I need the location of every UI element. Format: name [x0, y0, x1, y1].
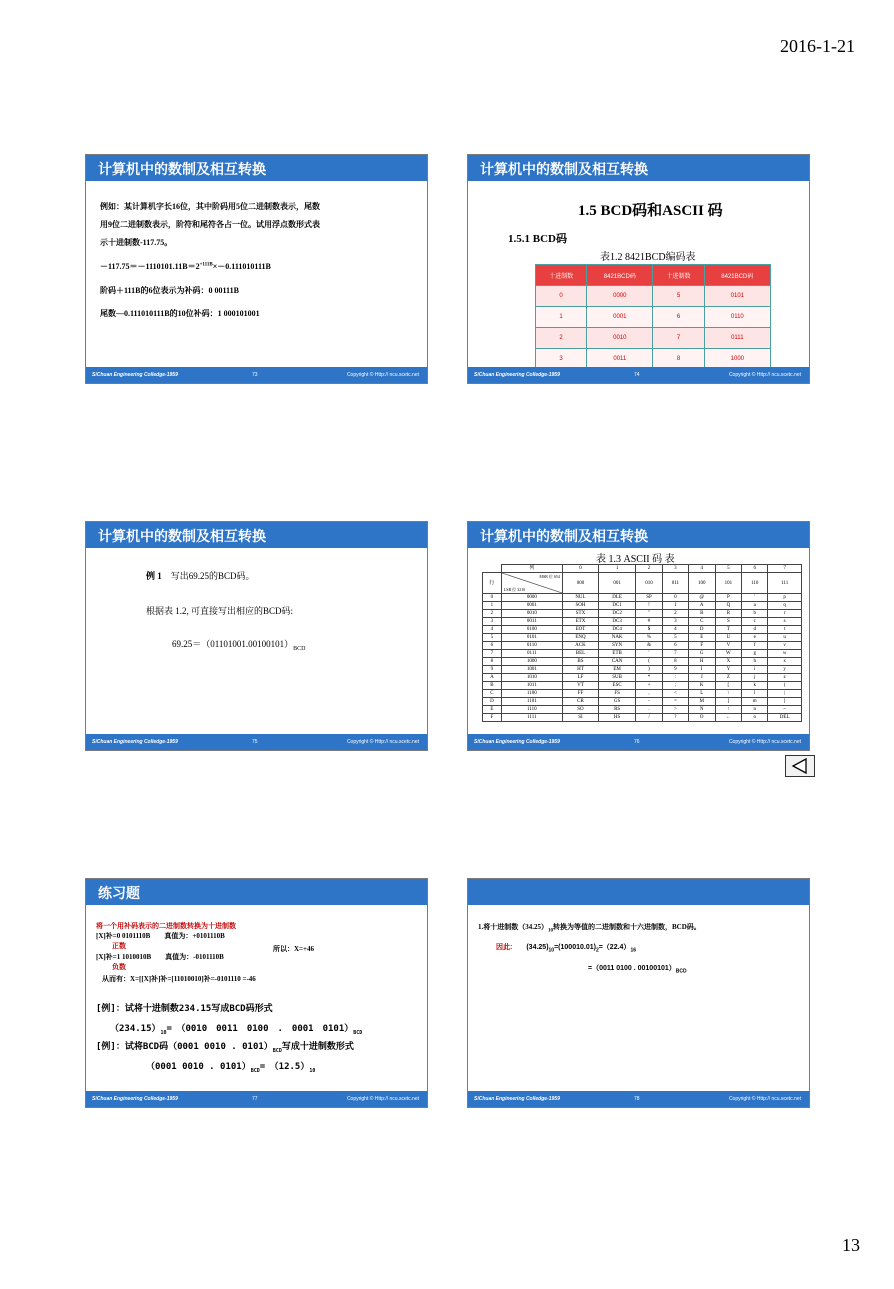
- table-cell: ]: [715, 698, 742, 706]
- lsb-label: LSB 位 3210: [503, 587, 526, 592]
- text-line: [例]：试将BCD码（0001 0010 . $0101)_{BCD}$写成十进制数形式: [96, 1042, 354, 1054]
- table-row: [483, 714, 802, 722]
- table-cell: FS: [599, 690, 636, 698]
- table-cell: F: [483, 714, 502, 722]
- table-cell: E: [688, 634, 715, 642]
- table-cell: 1010: [501, 674, 562, 682]
- text-line: [例]：试将十进制数234.15写成BCD码形式: [96, 1004, 273, 1014]
- text-line: （0001 0010 . $0101)_{BCD}=$ $(12.5)_{10}$: [146, 1062, 316, 1074]
- table-cell: R: [715, 610, 742, 618]
- table-cell: 3: [662, 618, 688, 626]
- table-header-cell: 111: [768, 573, 802, 594]
- table-cell: ETX: [562, 618, 598, 626]
- table-row: [483, 642, 802, 650]
- table-cell: |: [768, 690, 802, 698]
- table-cell: SI: [562, 714, 598, 722]
- text-line: =（0011 0100 . $00100101)_{BCD}$: [588, 965, 687, 975]
- table-cell: 8: [662, 658, 688, 666]
- table-cell: ESC: [599, 682, 636, 690]
- table-header-row: [483, 565, 802, 573]
- table-cell: K: [688, 682, 715, 690]
- table-cell: n: [742, 706, 768, 714]
- table-cell: 0101: [704, 286, 770, 307]
- table-cell: ?: [662, 714, 688, 722]
- table-cell: 0: [483, 594, 502, 602]
- table-cell: +: [636, 682, 663, 690]
- table-cell: V: [715, 642, 742, 650]
- table-row: [483, 602, 802, 610]
- table-cell: N: [688, 706, 715, 714]
- table-cell: 1111: [501, 714, 562, 722]
- table-cell: 6: [662, 642, 688, 650]
- table-cell: SOH: [562, 602, 598, 610]
- table-cell: DC1: [599, 602, 636, 610]
- table-header-cell: 100: [688, 573, 715, 594]
- table-header-cell: 5: [715, 565, 742, 573]
- table-header-cell: 十进制数: [653, 265, 704, 286]
- table-cell: w: [768, 650, 802, 658]
- table-header-row: [536, 265, 771, 286]
- slide-title: 计算机中的数制及相互转换: [98, 162, 266, 178]
- slide-76: [467, 521, 810, 751]
- table-cell: 7: [653, 328, 704, 349]
- table-header-cell: 列: [501, 565, 562, 573]
- text-line: 例如：某计算机字长16位，其中阶码用5位二进制数表示，尾数: [100, 202, 320, 211]
- table-cell: E: [483, 706, 502, 714]
- table-cell: 1: [536, 307, 587, 328]
- table-cell: H: [688, 658, 715, 666]
- msb-label: MSB 位 654: [539, 574, 560, 579]
- table-cell: BEL: [562, 650, 598, 658]
- slide-title: 计算机中的数制及相互转换: [480, 529, 648, 545]
- table-cell: J: [688, 674, 715, 682]
- table-cell: T: [715, 626, 742, 634]
- table-cell: ~: [768, 706, 802, 714]
- table-cell: Z: [715, 674, 742, 682]
- table-cell: I: [688, 666, 715, 674]
- table-cell: i: [742, 666, 768, 674]
- slide-header: [86, 522, 427, 548]
- slide-header: [468, 155, 809, 181]
- slide-subheading: 1.5.1 BCD码: [508, 233, 567, 245]
- table-cell: 0101: [501, 634, 562, 642]
- table-cell: B: [483, 682, 502, 690]
- table-cell: 1011: [501, 682, 562, 690]
- table-cell: 0110: [501, 642, 562, 650]
- table-cell: 1101: [501, 698, 562, 706]
- table-cell: h: [742, 658, 768, 666]
- text-line: $-117.75=-1110101.11B=2^{+111B}\times-0.111010111B$: [100, 262, 271, 271]
- slide-header: [468, 879, 809, 905]
- table-row: [483, 658, 802, 666]
- table-cell: 0001: [501, 602, 562, 610]
- bcd-table: [535, 264, 771, 384]
- equation: $69.25=(01101001.00100101)_{BCD}$: [172, 639, 306, 652]
- table-cell: CR: [562, 698, 598, 706]
- table-cell: <: [662, 690, 688, 698]
- table-cell: 6: [483, 642, 502, 650]
- table-cell: 5: [653, 286, 704, 307]
- table-cell: 0110: [704, 307, 770, 328]
- table-cell: 0111: [501, 650, 562, 658]
- table-header-cell: 011: [662, 573, 688, 594]
- table-cell: 1100: [501, 690, 562, 698]
- table-cell: DC4: [599, 626, 636, 634]
- table-cell: (: [636, 658, 663, 666]
- table-cell: r: [768, 610, 802, 618]
- slide-title: 练习题: [98, 886, 140, 902]
- slide-header: [468, 522, 809, 548]
- table-cell: .: [636, 706, 663, 714]
- table-cell: ): [636, 666, 663, 674]
- table-row: [536, 286, 771, 307]
- table-cell: ;: [662, 682, 688, 690]
- table-cell: ETB: [599, 650, 636, 658]
- table-cell: u: [768, 634, 802, 642]
- text-line: [X]补=1 1010010B 真值为：-0101110B: [96, 953, 224, 961]
- table-row: [483, 634, 802, 642]
- table-cell: SYN: [599, 642, 636, 650]
- slide-header: [86, 155, 427, 181]
- table-cell: ,: [636, 690, 663, 698]
- text-line: $(234.15)_{10}=$ （0010 0011 0100 . 0001 $0101)_{BCD}$: [110, 1024, 363, 1036]
- table-cell: s: [768, 618, 802, 626]
- table-cell: &: [636, 642, 663, 650]
- table-cell: 3: [536, 349, 587, 370]
- table-cell: SUB: [599, 674, 636, 682]
- table-header-cell: 行: [483, 573, 502, 594]
- previous-slide-button[interactable]: [785, 755, 815, 777]
- table-cell: ": [636, 610, 663, 618]
- text-line: 例 1 写出69.25的BCD码。: [146, 571, 255, 581]
- table-cell: L: [688, 690, 715, 698]
- table-cell: c: [742, 618, 768, 626]
- slide-footer: SiChuan Engineering Colledge-1959 74 Copyright © Http:// ncu.scetc.net: [468, 367, 809, 383]
- slide-title: 计算机中的数制及相互转换: [98, 529, 266, 545]
- table-cell: /: [636, 714, 663, 722]
- table-row: [483, 682, 802, 690]
- table-cell: b: [742, 610, 768, 618]
- table-cell: HS: [599, 714, 636, 722]
- table-header-row: [483, 573, 802, 594]
- text-line: 1.将十进制数$(34.25)_{10}$转换为等值的二进制数和十六进制数，BCD码。: [478, 923, 701, 934]
- table-cell: 0010: [587, 328, 653, 349]
- table-cell: 0010: [501, 610, 562, 618]
- table-cell: ': [636, 650, 663, 658]
- table-cell: C: [688, 618, 715, 626]
- table-cell: DC3: [599, 618, 636, 626]
- table-row: [483, 650, 802, 658]
- table-cell: X: [715, 658, 742, 666]
- table-cell: >: [662, 706, 688, 714]
- table-cell: EM: [599, 666, 636, 674]
- table-cell: 6: [653, 307, 704, 328]
- slide-78: [467, 878, 810, 1108]
- table-cell: !: [636, 602, 663, 610]
- table-row: [536, 328, 771, 349]
- text-line: 用9位二进制数表示，阶符和尾符各占一位。试用浮点数形式表: [100, 220, 320, 229]
- table-header-cell: 4: [688, 565, 715, 573]
- table-header-cell: 6: [742, 565, 768, 573]
- table-header-cell: 2: [636, 565, 663, 573]
- page-number: 13: [842, 1235, 860, 1255]
- table-header-cell: 十进制数: [536, 265, 587, 286]
- text-line: 将一个用补码表示的二进制数转换为十进制数: [96, 922, 236, 930]
- table-cell: ': [742, 594, 768, 602]
- table-row: [483, 674, 802, 682]
- table-cell: U: [715, 634, 742, 642]
- table-cell: 7: [662, 650, 688, 658]
- table-cell: z: [768, 674, 802, 682]
- text-line: [X]补=0 0101110B 真值为：+0101110B: [96, 932, 225, 940]
- table-cell: STX: [562, 610, 598, 618]
- table-header-cell: 0: [562, 565, 598, 573]
- text-line: 负数: [112, 963, 126, 971]
- slide-footer: SiChuan Engineering Colledge-1959 76 Copyright © Http:// ncu.scetc.net: [468, 734, 809, 750]
- table-cell: 1001: [501, 666, 562, 674]
- table-cell: C: [483, 690, 502, 698]
- table-cell: y: [768, 666, 802, 674]
- ascii-table: [482, 564, 802, 722]
- table-cell: 7: [483, 650, 502, 658]
- slide-73: [85, 154, 428, 384]
- table-caption: 表1.2 8421BCD编码表: [600, 252, 696, 263]
- table-header-cell: [501, 573, 562, 594]
- table-cell: a: [742, 602, 768, 610]
- slide-title: 计算机中的数制及相互转换: [480, 162, 648, 178]
- table-cell: S: [715, 618, 742, 626]
- table-cell: 0001: [587, 307, 653, 328]
- table-cell: 2: [662, 610, 688, 618]
- table-cell: k: [742, 682, 768, 690]
- table-cell: =: [662, 698, 688, 706]
- table-cell: D: [688, 626, 715, 634]
- table-cell: ENQ: [562, 634, 598, 642]
- slide-heading: 1.5 BCD码和ASCII 码: [578, 203, 723, 219]
- table-cell: [: [715, 682, 742, 690]
- table-cell: NUL: [562, 594, 598, 602]
- table-cell: VT: [562, 682, 598, 690]
- slide-75: [85, 521, 428, 751]
- table-cell: 1: [483, 602, 502, 610]
- table-cell: EOT: [562, 626, 598, 634]
- table-cell: 2: [483, 610, 502, 618]
- table-header-cell: 3: [662, 565, 688, 573]
- slide-footer: SiChuan Engineering Colledge-1959 78 Copyright © Http:// ncu.scetc.net: [468, 1091, 809, 1107]
- table-cell: 5: [483, 634, 502, 642]
- text-line: 根据表 1.2, 可直接写出相应的BCD码:: [146, 606, 294, 616]
- table-cell: DC2: [599, 610, 636, 618]
- table-caption: 表 1.3 ASCII 码 表: [596, 554, 675, 565]
- table-cell: o: [742, 714, 768, 722]
- table-cell: v: [768, 642, 802, 650]
- table-cell: t: [768, 626, 802, 634]
- table-cell: DEL: [768, 714, 802, 722]
- slide-header: [86, 879, 427, 905]
- table-cell: 8: [653, 349, 704, 370]
- table-cell: Q: [715, 602, 742, 610]
- table-cell: ↑: [715, 706, 742, 714]
- table-cell: }: [768, 698, 802, 706]
- text-line: 尾数—0.111010111B的10位补码：1 000101001: [100, 309, 260, 318]
- table-cell: G: [688, 650, 715, 658]
- table-cell: SO: [562, 706, 598, 714]
- table-row: [536, 307, 771, 328]
- table-cell: 0: [536, 286, 587, 307]
- table-cell: SP: [636, 594, 663, 602]
- slide-footer: SiChuan Engineering Colledge-1959 77 Copyright © Http:// ncu.scetc.net: [86, 1091, 427, 1107]
- table-cell: d: [742, 626, 768, 634]
- table-header-cell: 1: [599, 565, 636, 573]
- table-row: [483, 690, 802, 698]
- table-cell: A: [688, 602, 715, 610]
- table-cell: :: [662, 674, 688, 682]
- table-cell: 0000: [587, 286, 653, 307]
- table-cell: m: [742, 698, 768, 706]
- table-cell: f: [742, 642, 768, 650]
- table-cell: [483, 565, 502, 573]
- table-cell: 1: [662, 602, 688, 610]
- table-cell: j: [742, 674, 768, 682]
- text-line: 示十进制数-117.75。: [100, 238, 173, 247]
- table-cell: D: [483, 698, 502, 706]
- table-header-cell: 001: [599, 573, 636, 594]
- slide-77: [85, 878, 428, 1108]
- table-cell: %: [636, 634, 663, 642]
- table-row: [483, 610, 802, 618]
- table-cell: l: [742, 690, 768, 698]
- table-cell: 0011: [501, 618, 562, 626]
- table-header-cell: 8421BCD码: [704, 265, 770, 286]
- table-cell: x: [768, 658, 802, 666]
- table-cell: F: [688, 642, 715, 650]
- table-cell: 9: [483, 666, 502, 674]
- table-header-cell: 7: [768, 565, 802, 573]
- table-cell: 4: [662, 626, 688, 634]
- table-row: [483, 618, 802, 626]
- table-cell: A: [483, 674, 502, 682]
- text-line: 正数: [112, 942, 126, 950]
- table-cell: @: [688, 594, 715, 602]
- table-header-cell: 8421BCD码: [587, 265, 653, 286]
- table-cell: -: [636, 698, 663, 706]
- table-cell: *: [636, 674, 663, 682]
- slide-74: [467, 154, 810, 384]
- table-cell: 8: [483, 658, 502, 666]
- table-row: [483, 706, 802, 714]
- table-cell: p: [768, 594, 802, 602]
- slide-footer: SiChuan Engineering Colledge-1959 75 Copyright © Http:// ncu.scetc.net: [86, 734, 427, 750]
- table-cell: \: [715, 690, 742, 698]
- table-cell: ←: [715, 714, 742, 722]
- table-cell: q: [768, 602, 802, 610]
- table-cell: g: [742, 650, 768, 658]
- table-cell: 0: [662, 594, 688, 602]
- table-cell: BS: [562, 658, 598, 666]
- text-line: 阶码＋111B的6位表示为补码：0 00111B: [100, 286, 239, 295]
- table-cell: 0111: [704, 328, 770, 349]
- text-line: 从而有：X=[[X]补]补=[11010010]补=-0101110 =-46: [102, 975, 256, 983]
- table-cell: M: [688, 698, 715, 706]
- table-cell: GS: [599, 698, 636, 706]
- table-row: [483, 698, 802, 706]
- table-cell: P: [715, 594, 742, 602]
- table-cell: LF: [562, 674, 598, 682]
- table-cell: NAK: [599, 634, 636, 642]
- table-header-cell: 000: [562, 573, 598, 594]
- text-line: 因此: $(34.25)_{10}=(100010.01)_2=(22.4)_{16}$: [496, 944, 636, 954]
- table-cell: 0100: [501, 626, 562, 634]
- table-cell: FF: [562, 690, 598, 698]
- table-header-cell: 010: [636, 573, 663, 594]
- table-cell: RS: [599, 706, 636, 714]
- table-cell: 0011: [587, 349, 653, 370]
- table-cell: 0000: [501, 594, 562, 602]
- table-cell: B: [688, 610, 715, 618]
- table-row: [483, 626, 802, 634]
- table-cell: {: [768, 682, 802, 690]
- table-cell: 3: [483, 618, 502, 626]
- table-cell: $: [636, 626, 663, 634]
- table-cell: W: [715, 650, 742, 658]
- triangle-left-icon: [786, 756, 814, 776]
- page-date: 2016-1-21: [780, 36, 855, 56]
- table-cell: 1000: [501, 658, 562, 666]
- table-cell: 4: [483, 626, 502, 634]
- table-row: [483, 594, 802, 602]
- table-cell: ACK: [562, 642, 598, 650]
- table-cell: 1000: [704, 349, 770, 370]
- table-cell: #: [636, 618, 663, 626]
- table-cell: DLE: [599, 594, 636, 602]
- table-cell: CAN: [599, 658, 636, 666]
- table-cell: e: [742, 634, 768, 642]
- table-cell: Y: [715, 666, 742, 674]
- table-cell: 1110: [501, 706, 562, 714]
- table-cell: HT: [562, 666, 598, 674]
- table-cell: 2: [536, 328, 587, 349]
- text-line: 所以：X=+46: [273, 945, 315, 953]
- table-cell: 9: [662, 666, 688, 674]
- table-cell: 5: [662, 634, 688, 642]
- table-cell: O: [688, 714, 715, 722]
- slide-footer: SiChuan Engineering Colledge-1959 73 Copyright © Http:// ncu.scetc.net: [86, 367, 427, 383]
- table-row: [483, 666, 802, 674]
- table-header-cell: 101: [715, 573, 742, 594]
- table-header-cell: 110: [742, 573, 768, 594]
